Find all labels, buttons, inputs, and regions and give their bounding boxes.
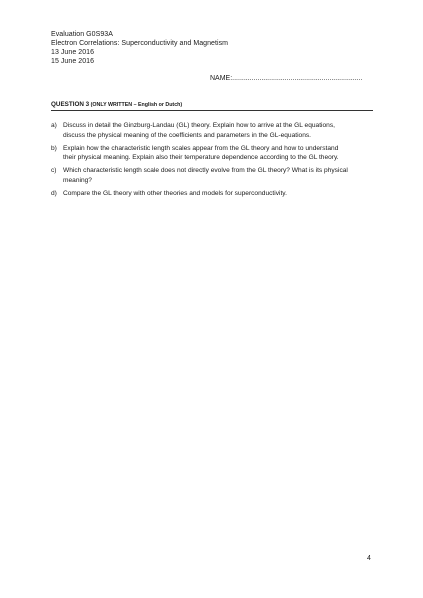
question-item-b bbox=[51, 144, 373, 163]
page-number: 4 bbox=[367, 555, 371, 562]
question-title: QUESTION 3 bbox=[51, 101, 90, 108]
item-text-line: Compare the GL theory with other theories and models for superconductivity. bbox=[63, 189, 287, 197]
item-text-line: discuss the physical meaning of the coefficients and parameters in the GL-equations. bbox=[63, 131, 312, 139]
question-heading bbox=[51, 101, 182, 109]
item-text-line: meaning? bbox=[63, 176, 92, 184]
heading-divider bbox=[51, 110, 373, 111]
question-subtitle: (ONLY WRITTEN – English or Dutch) bbox=[89, 102, 183, 108]
course-code: Evaluation G0S93A bbox=[51, 31, 113, 38]
question-items bbox=[51, 121, 373, 202]
item-letter: a) bbox=[51, 122, 57, 129]
item-letter: c) bbox=[51, 167, 57, 175]
name-field: NAME:................................................................... bbox=[210, 75, 363, 82]
item-letter: d) bbox=[51, 189, 57, 197]
item-text-line: Explain how the characteristic length scales appear from the GL theory and how to understand bbox=[63, 144, 339, 152]
document-header bbox=[51, 30, 228, 66]
item-text-line: Discuss in detail the Ginzburg-Landau (GL) theory. Explain how to arrive at the GL equations, bbox=[63, 122, 335, 129]
question-item-a bbox=[51, 121, 373, 140]
exam-date-1: 13 June 2016 bbox=[51, 49, 95, 56]
question-item-d bbox=[51, 189, 373, 199]
course-title: Electron Correlations: Superconductivity and Magnetism bbox=[51, 40, 229, 47]
item-text-line: their physical meaning. Explain also their temperature dependence according to the GL theory. bbox=[63, 154, 339, 162]
item-letter: b) bbox=[51, 144, 57, 152]
item-text-line: Which characteristic length scale does not directly evolve from the GL theory? What is its physical bbox=[63, 167, 348, 175]
question-item-c bbox=[51, 166, 373, 185]
exam-date-2: 15 June 2016 bbox=[51, 58, 95, 65]
